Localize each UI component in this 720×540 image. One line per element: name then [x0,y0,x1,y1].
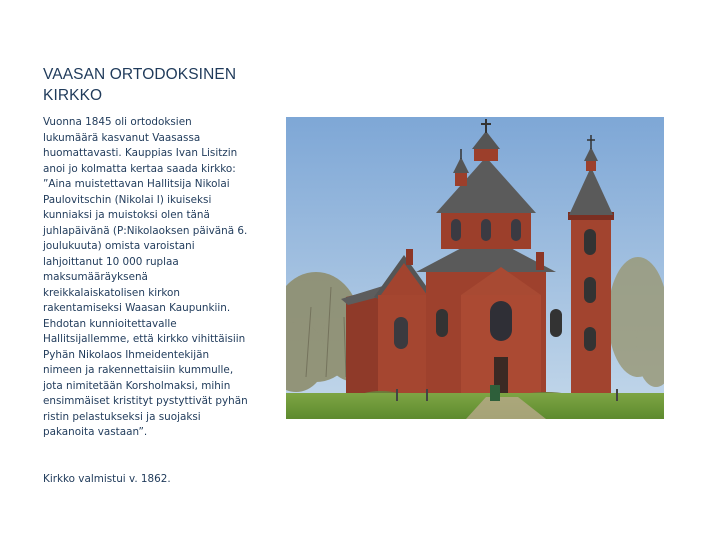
body-line: Pyhän Nikolaos Ihmeidentekijän [43,348,210,361]
body-line: joulukuuta) omista varoistani [43,240,195,252]
body-line: Paulovitschin (Nikolai I) ikuiseksi [43,193,212,206]
body-line: kunniaksi ja muistoksi olen tänä [43,209,210,221]
title-line-1: VAASAN ORTODOKSINEN [43,66,237,83]
body-line: nimeen ja rakennettaisiin kummulle, [43,364,234,376]
body-line: Vuonna 1845 oli ortodoksien [43,116,192,128]
body-line: anoi jo kolmatta kertaa saada kirkko: [43,162,236,175]
body-line: pakanoita vastaan”. [43,426,148,438]
church-photo [286,117,664,419]
page-title [43,64,273,106]
body-line: lahjoittanut 10 000 ruplaa [43,255,179,268]
paragraph-spacer [43,456,269,472]
body-line: ensimmäiset kristityt pystyttivät pyhän [43,395,248,407]
body-line: Hallitsijallemme, että kirkko vihittäisiin [43,333,246,345]
body-line: kreikkalaiskatolisen kirkon [43,286,180,299]
body-line: rakentamiseksi Waasan Kaupunkiin. [43,302,231,314]
body-line: maksumääräyksenä [43,271,148,283]
body-text [43,115,269,487]
body-line: juhlapäivänä (P:Nikolaoksen päivänä 6. [43,224,248,237]
paragraph-spacer [43,441,269,457]
body-line: jota nimitetään Korsholmaksi, mihin [43,379,231,392]
body-line: lukumäärä kasvanut Vaasassa [43,131,201,144]
body-line: Ehdotan kunnioitettavalle [43,317,177,330]
title-line-2: KIRKKO [43,87,103,104]
body-line: ristin pelastukseksi ja suojaksi [43,410,201,423]
body-line: huomattavasti. Kauppias Ivan Lisitzin [43,147,238,159]
closing-line: Kirkko valmistui v. 1862. [43,472,171,485]
body-line: ”Aina muistettavan Hallitsija Nikolai [43,178,230,190]
